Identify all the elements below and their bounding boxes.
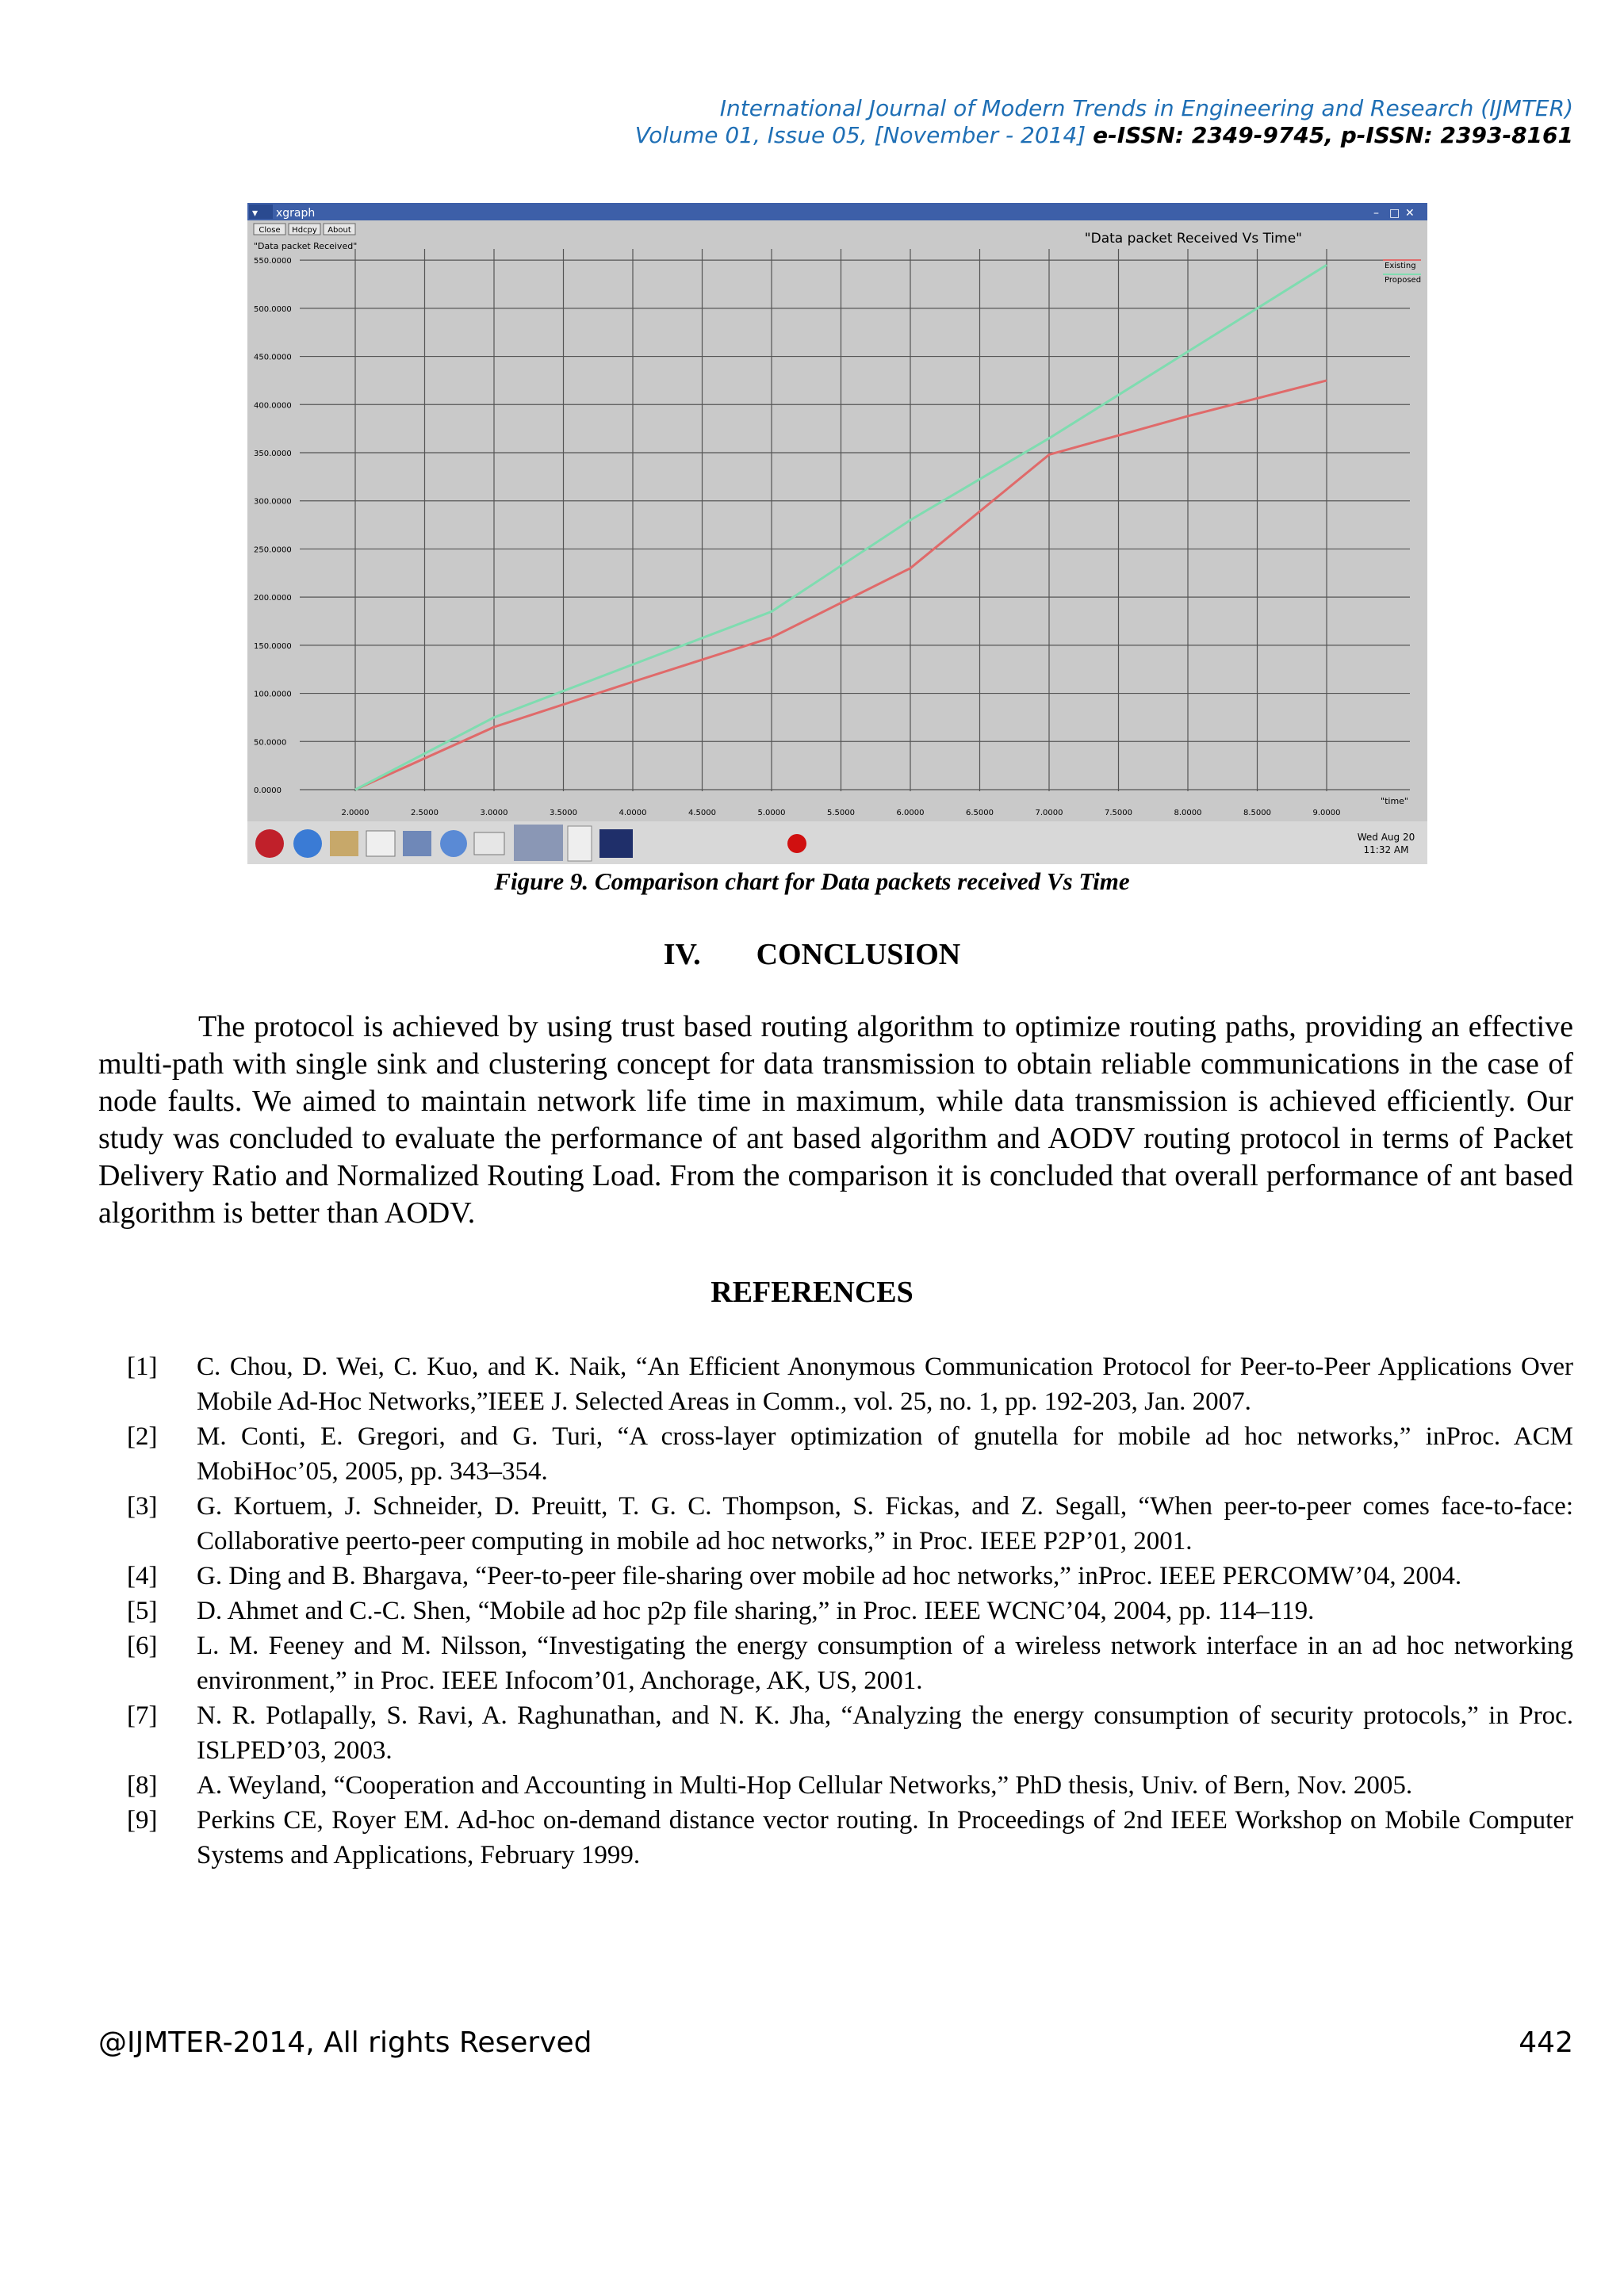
y-axis-label: "Data packet Received"	[254, 241, 358, 251]
documents-icon[interactable]	[366, 831, 395, 856]
references-list	[127, 1349, 1573, 1873]
reference-number: [9]	[127, 1806, 158, 1835]
reference-item	[127, 1628, 1573, 1698]
x-tick-label: 5.0000	[757, 809, 786, 817]
reference-text: L. M. Feeney and M. Nilsson, “Investigating the energy consumption of a wireless network interface in an ad hoc networking environment,” in Proc. IEEE Infocom’01, Anchorage, AK, US, 2001.	[197, 1632, 1573, 1695]
reference-number: [3]	[127, 1492, 158, 1521]
y-tick-label: 450.0000	[254, 353, 292, 362]
legend-label: Existing	[1385, 262, 1416, 270]
reference-item	[127, 1698, 1573, 1768]
reference-number: [6]	[127, 1632, 158, 1660]
copyright: @IJMTER-2014, All rights Reserved	[98, 2026, 592, 2059]
y-tick-label: 300.0000	[254, 497, 292, 507]
reference-item	[127, 1349, 1573, 1419]
running-header	[635, 95, 1573, 149]
reference-item	[127, 1803, 1573, 1873]
reference-item	[127, 1419, 1573, 1489]
reference-text: A. Weyland, “Cooperation and Accounting in Multi-Hop Cellular Networks,” PhD thesis, Univ. of Bern, Nov. 2005.	[197, 1771, 1413, 1800]
xgraph-button-label: Hdcpy	[292, 226, 317, 235]
y-tick-label: 550.0000	[254, 257, 292, 266]
browser-globe-icon[interactable]	[293, 829, 322, 858]
section-number: IV.	[663, 938, 701, 971]
reference-number: [4]	[127, 1562, 158, 1590]
maximize-icon[interactable]: □	[1389, 207, 1400, 220]
x-tick-label: 6.0000	[896, 809, 925, 817]
close-icon[interactable]: ✕	[1405, 207, 1415, 220]
notification-dot-icon[interactable]	[787, 834, 806, 853]
reference-text: M. Conti, E. Gregori, and G. Turi, “A cross-layer optimization of gnutella for mobile ad hoc networks,” inProc. ACM MobiHoc’05, 2005, pp. 343–354.	[197, 1422, 1573, 1486]
x-axis-label: "time"	[1381, 796, 1408, 806]
y-tick-label: 400.0000	[254, 401, 292, 411]
redhat-icon[interactable]	[255, 829, 284, 858]
reference-number: [5]	[127, 1597, 158, 1625]
chart-legend	[1383, 260, 1421, 285]
reference-number: [7]	[127, 1701, 158, 1730]
volume-issn-line	[635, 122, 1573, 149]
y-tick-label: 500.0000	[254, 304, 292, 314]
y-tick-label: 50.0000	[254, 738, 287, 748]
issn-info: e-ISSN: 2349-9745, p-ISSN: 2393-8161	[1093, 122, 1573, 148]
reference-text: Perkins CE, Royer EM. Ad-hoc on-demand distance vector routing. In Proceedings of 2nd IEEE Workshop on Mobile Computer Systems and Applications, February 1999.	[197, 1806, 1573, 1869]
files-icon[interactable]	[568, 826, 592, 861]
reference-item	[127, 1768, 1573, 1803]
y-tick-label: 200.0000	[254, 594, 292, 603]
x-tick-label: 7.0000	[1035, 809, 1063, 817]
taskbar-time: 11:32 AM	[1363, 844, 1409, 855]
reference-text: G. Kortuem, J. Schneider, D. Preuitt, T. G. C. Thompson, S. Fickas, and Z. Segall, “When peer-to-peer comes face-to-face: Collaborative peerto-peer computing in mobile ad hoc networks,” in Proc. IEEE P2P’01, 2001.	[197, 1492, 1573, 1556]
x-tick-label: 7.5000	[1105, 809, 1132, 817]
references-heading: REFERENCES	[710, 1276, 914, 1309]
page-number: 442	[1519, 2026, 1573, 2059]
y-tick-label: 350.0000	[254, 450, 292, 458]
chart-grid	[300, 249, 1410, 791]
xgraph-window	[247, 203, 1427, 864]
figure-screenshot	[247, 203, 1427, 864]
y-tick-label: 250.0000	[254, 545, 292, 555]
window-titlebar[interactable]	[247, 203, 1427, 220]
reference-text: D. Ahmet and C.-C. Shen, “Mobile ad hoc p2p file sharing,” in Proc. IEEE WCNC’04, 2004, pp. 114–119.	[197, 1597, 1315, 1625]
section-heading	[0, 937, 1624, 972]
x-tick-label: 2.5000	[411, 809, 439, 817]
conclusion-paragraph: The protocol is achieved by using trust based routing algorithm to optimize routing paths, providing an effective multi-path with single sink and clustering concept for data transmission to obtain reliable communications in the case of node faults. We aimed to maintain network life time in maximum, while data transmission is achieved efficiently. Our study was concluded to evaluate the performance of ant based algorithm and AODV routing protocol in terms of Packet Delivery Ratio and Normalized Routing Load. From the comparison it is concluded that overall performance of ant based algorithm is better than AODV.	[98, 1010, 1573, 1230]
y-tick-labels	[254, 257, 292, 795]
printer-icon[interactable]	[474, 832, 504, 855]
home-folder-icon[interactable]	[330, 831, 358, 856]
xgraph-button-label: Close	[259, 226, 281, 235]
section-title: CONCLUSION	[756, 938, 961, 971]
x-tick-label: 3.0000	[480, 809, 508, 817]
x-tick-label: 8.5000	[1243, 809, 1271, 817]
window-title: xgraph	[276, 207, 316, 220]
y-tick-label: 150.0000	[254, 641, 292, 651]
journal-name: International Journal of Modern Trends in Engineering and Research (IJMTER)	[719, 95, 1573, 121]
x-tick-label: 8.0000	[1174, 809, 1202, 817]
reference-item	[127, 1559, 1573, 1594]
x-tick-label: 5.5000	[827, 809, 855, 817]
page-footer	[98, 2026, 1573, 2059]
chart-title: "Data packet Received Vs Time"	[1084, 231, 1302, 247]
figure-caption: Figure 9. Comparison chart for Data packets received Vs Time	[494, 867, 1130, 895]
x-tick-label: 4.0000	[619, 809, 647, 817]
reference-text: G. Ding and B. Bhargava, “Peer-to-peer file-sharing over mobile ad hoc networks,” inProc. IEEE PERCOMW’04, 2004.	[197, 1562, 1462, 1590]
xgraph-button-label: About	[327, 226, 351, 235]
x-tick-label: 2.0000	[341, 809, 370, 817]
y-tick-label: 0.0000	[254, 786, 282, 795]
taskbar-date: Wed Aug 20	[1357, 832, 1415, 843]
reference-text: C. Chou, D. Wei, C. Kuo, and K. Naik, “An Efficient Anonymous Communication Protocol for Peer-to-Peer Applications Over Mobile Ad-Hoc Networks,”IEEE J. Selected Areas in Comm., vol. 25, no. 1, pp. 192-203, Jan. 2007.	[197, 1353, 1573, 1416]
reference-item	[127, 1594, 1573, 1628]
media-icon[interactable]	[440, 830, 467, 857]
minimize-icon[interactable]: –	[1373, 207, 1379, 220]
legend-label: Proposed	[1385, 276, 1422, 285]
presentation-icon[interactable]	[403, 831, 431, 856]
x-tick-labels	[342, 809, 1341, 817]
reference-item	[127, 1489, 1573, 1559]
terminal-icon[interactable]	[599, 829, 633, 858]
reference-number: [1]	[127, 1353, 158, 1381]
xgraph-buttons	[254, 224, 355, 235]
volume-info: Volume 01, Issue 05, [November - 2014]	[634, 122, 1086, 148]
reference-number: [2]	[127, 1422, 158, 1451]
window-menu-chevron-icon: ▾	[252, 207, 259, 220]
reference-text: N. R. Potlapally, S. Ravi, A. Raghunathan, and N. K. Jha, “Analyzing the energy consumption of security protocols,” in Proc. ISLPED’03, 2003.	[197, 1701, 1573, 1765]
x-tick-label: 9.0000	[1312, 809, 1341, 817]
x-tick-label: 6.5000	[966, 809, 994, 817]
reference-number: [8]	[127, 1771, 158, 1800]
x-tick-label: 3.5000	[550, 809, 577, 817]
y-tick-label: 100.0000	[254, 690, 292, 699]
x-tick-label: 4.5000	[688, 809, 716, 817]
workspace-switcher[interactable]	[514, 825, 563, 861]
